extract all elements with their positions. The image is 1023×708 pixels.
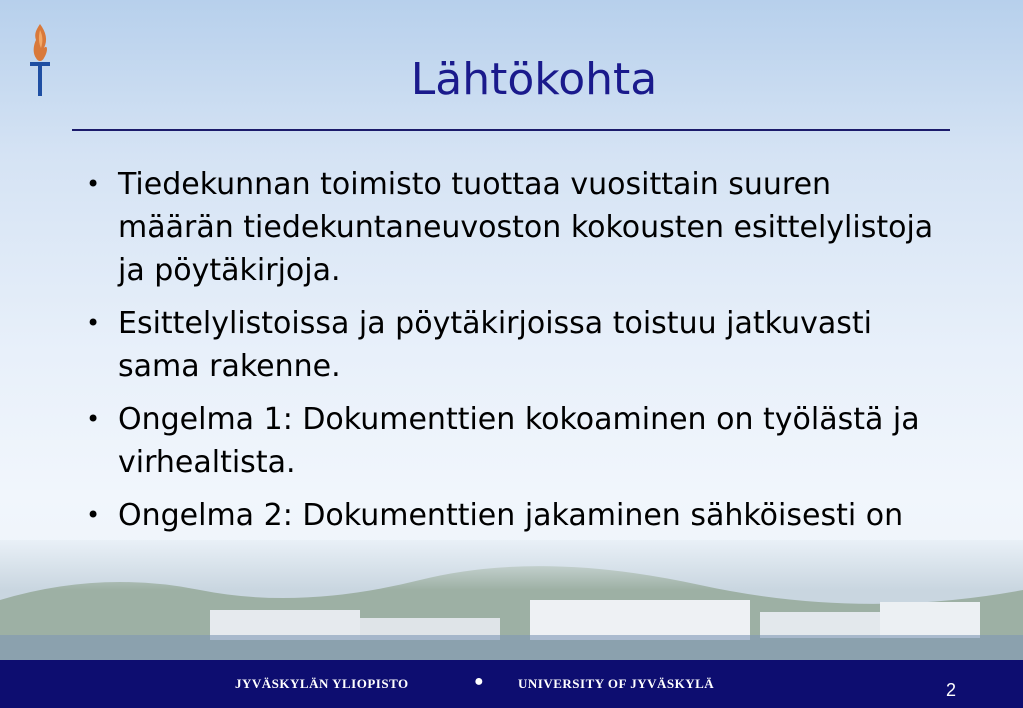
- bullet-icon: •: [86, 405, 101, 433]
- slide-title: Lähtökohta: [410, 54, 658, 105]
- bullet-text: Esittelylistoissa ja pöytäkirjoissa toistuu jatkuvasti sama rakenne.: [118, 306, 872, 384]
- bullet-text: Ongelma 1: Dokumenttien kokoaminen on työlästä ja virhealtista.: [118, 402, 920, 480]
- bullet-item: [84, 163, 944, 292]
- footer-university-en: UNIVERSITY OF JYVÄSKYLÄ: [518, 676, 715, 691]
- page-number: 2: [945, 680, 956, 700]
- bullet-icon: •: [86, 501, 101, 529]
- bullet-icon: •: [86, 170, 101, 198]
- bullet-text: Ongelma 2: Dokumenttien jakaminen sähköisesti on: [118, 498, 904, 533]
- campus-photo-background: [0, 540, 1023, 660]
- footer-bar: [0, 660, 1023, 708]
- bullet-list: [84, 163, 944, 590]
- bullet-item: [84, 398, 944, 484]
- title-divider: [72, 129, 950, 131]
- bullet-icon: •: [86, 309, 101, 337]
- bullet-text: Tiedekunnan toimisto tuottaa vuosittain suuren määrän tiedekuntaneuvoston kokousten esittelylistoja ja pöytäkirjoja.: [118, 167, 934, 288]
- footer-separator: ●: [474, 673, 485, 690]
- bullet-item: [84, 302, 944, 388]
- footer-university-fi: JYVÄSKYLÄN YLIOPISTO: [235, 676, 409, 691]
